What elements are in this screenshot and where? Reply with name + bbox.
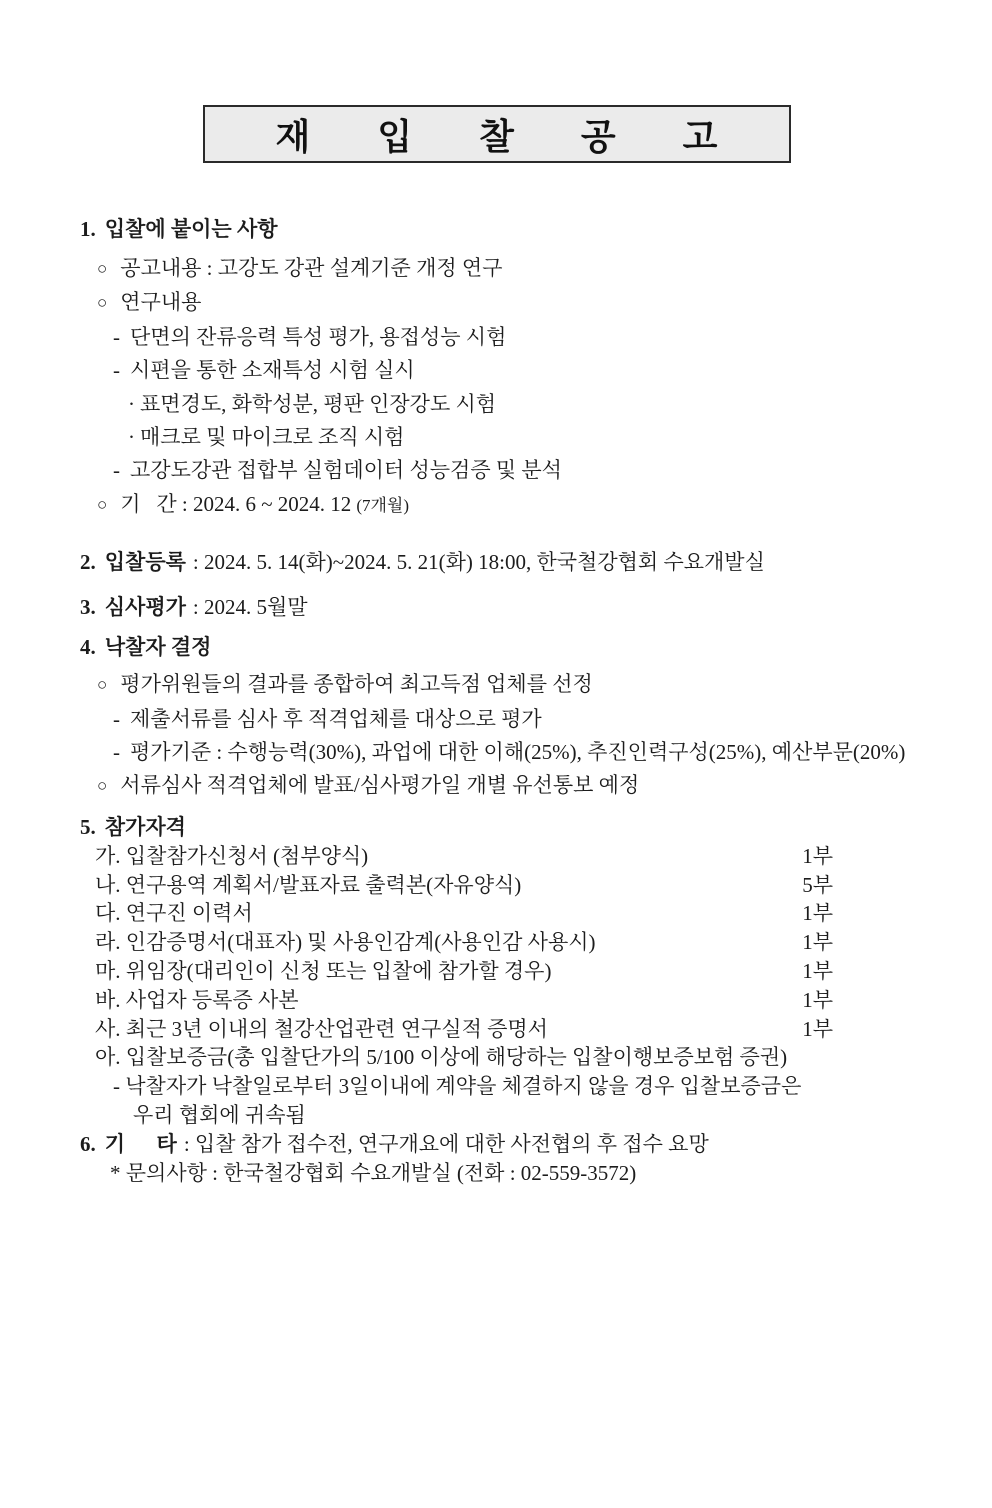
list-item-text: 평가위원들의 결과를 종합하여 최고득점 업체를 선정	[120, 672, 593, 697]
requirement-copies: 1부	[802, 930, 833, 955]
requirement-label: 사. 최근 3년 이내의 철강산업관련 연구실적 증명서	[95, 1016, 548, 1041]
dot-bullet: ·	[128, 425, 135, 450]
requirement-row	[80, 986, 833, 1015]
period-line	[80, 488, 932, 522]
list-item-text: 시편을 통한 소재특성 시험 실시	[130, 358, 415, 383]
section-3-line	[80, 585, 932, 629]
list-item	[80, 252, 932, 286]
requirement-copies: 1부	[802, 987, 833, 1012]
section-5-heading	[80, 812, 932, 842]
requirement-row	[80, 899, 833, 928]
section-2	[80, 540, 932, 584]
list-item	[80, 286, 932, 320]
section-6-value: : 입찰 참가 접수전, 연구개요에 대한 사전협의 후 접수 요망	[183, 1131, 709, 1156]
list-item	[80, 454, 932, 487]
dash-bullet: -	[113, 458, 120, 483]
list-item	[80, 354, 932, 387]
circle-bullet: ○	[97, 494, 108, 514]
section-3-value: : 2024. 5월말	[192, 595, 308, 620]
section-2-line	[80, 540, 932, 584]
section-5-title: 참가자격	[104, 814, 186, 839]
section-3-title: 심사평가	[104, 595, 186, 620]
dot-bullet: ·	[128, 391, 135, 416]
requirement-copies: 1부	[802, 1016, 833, 1041]
list-item-text: 평가기준 : 수행능력(30%), 과업에 대한 이해(25%), 추진인력구성(25%), 예산부문(20%)	[130, 740, 906, 765]
dash-bullet: -	[113, 324, 120, 349]
list-item	[80, 388, 932, 421]
requirement-label: 마. 위임장(대리인이 신청 또는 입찰에 참가할 경우)	[95, 959, 552, 984]
requirement-label: 나. 연구용역 계획서/발표자료 출력본(자유양식)	[95, 872, 522, 897]
section-1-heading	[80, 213, 932, 246]
list-item	[80, 703, 932, 736]
requirement-copies: 5부	[802, 872, 833, 897]
list-item	[80, 668, 932, 702]
requirement-label: 다. 연구진 이력서	[95, 901, 253, 926]
period-text: 기 간 : 2024. 6 ~ 2024. 12	[120, 491, 352, 516]
section-6-number: 6.	[80, 1131, 96, 1156]
circle-bullet: ○	[97, 776, 108, 796]
list-item	[80, 736, 932, 769]
section-3	[80, 585, 932, 629]
dash-bullet: -	[113, 358, 120, 383]
section-3-number: 3.	[80, 595, 96, 620]
requirement-copies: 1부	[802, 959, 833, 984]
requirement-row	[80, 928, 833, 957]
section-4	[80, 631, 932, 804]
requirement-row	[80, 842, 833, 871]
requirement-copies: 1부	[802, 843, 833, 868]
circle-bullet: ○	[97, 293, 108, 313]
requirement-row	[80, 1043, 833, 1072]
document-page	[0, 105, 992, 1508]
list-item	[80, 321, 932, 354]
title-box	[203, 105, 791, 163]
requirement-label: 아. 입찰보증금(총 입찰단가의 5/100 이상에 해당하는 입찰이행보증보험 증권)	[95, 1045, 788, 1070]
section-2-value: : 2024. 5. 14(화)~2024. 5. 21(화) 18:00, 한국철강협회 수요개발실	[192, 550, 765, 575]
dash-bullet: -	[113, 740, 120, 765]
document-title: 재 입 찰 공 고	[275, 116, 719, 157]
requirement-label: 가. 입찰참가신청서 (첨부양식)	[95, 843, 369, 868]
list-item-text: 고강도강관 접합부 실험데이터 성능검증 및 분석	[130, 458, 562, 483]
section-2-number: 2.	[80, 550, 96, 575]
list-item-text: 연구내용	[120, 290, 202, 315]
deposit-note: - 낙찰자가 낙찰일로부터 3일이내에 계약을 체결하지 않을 경우 입찰보증금은	[113, 1074, 802, 1099]
requirement-label: 바. 사업자 등록증 사본	[95, 987, 299, 1012]
list-item-text: 매크로 및 마이크로 조직 시험	[140, 425, 405, 450]
section-6-line	[80, 1130, 932, 1159]
section-4-number: 4.	[80, 635, 96, 660]
requirement-label: 라. 인감증명서(대표자) 및 사용인감계(사용인감 사용시)	[95, 930, 596, 955]
list-item-text: 표면경도, 화학성분, 평판 인장강도 시험	[140, 391, 497, 416]
section-4-heading	[80, 631, 932, 664]
circle-bullet: ○	[97, 675, 108, 695]
list-item-text: 서류심사 적격업체에 발표/심사평가일 개별 유선통보 예정	[120, 773, 640, 798]
section-6-title: 기 타	[104, 1131, 177, 1156]
deposit-note-continued: 우리 협회에 귀속됨	[133, 1103, 306, 1128]
list-item-text: 제출서류를 심사 후 적격업체를 대상으로 평가	[130, 706, 542, 731]
requirement-row	[80, 957, 833, 986]
period-duration: (7개월)	[356, 495, 409, 515]
circle-bullet: ○	[97, 259, 108, 278]
requirement-copies: 1부	[802, 901, 833, 926]
section-1-title: 입찰에 붙이는 사항	[104, 217, 278, 241]
list-item-text: 공고내용 : 고강도 강관 설계기준 개정 연구	[120, 256, 503, 280]
section-6	[80, 1130, 932, 1188]
section-2-title: 입찰등록	[104, 550, 186, 575]
section-1	[80, 213, 932, 522]
dash-bullet: -	[113, 706, 120, 731]
contact-note: * 문의사항 : 한국철강협회 수요개발실 (전화 : 02-559-3572)	[110, 1160, 637, 1185]
section-5	[80, 812, 932, 1130]
list-item	[80, 421, 932, 454]
section-4-title: 낙찰자 결정	[104, 635, 212, 660]
section-1-number: 1.	[80, 217, 96, 241]
requirement-row	[80, 871, 833, 900]
section-5-number: 5.	[80, 814, 96, 839]
list-item	[80, 769, 932, 803]
requirement-row	[80, 1015, 833, 1044]
list-item-text: 단면의 잔류응력 특성 평가, 용접성능 시험	[130, 324, 507, 349]
